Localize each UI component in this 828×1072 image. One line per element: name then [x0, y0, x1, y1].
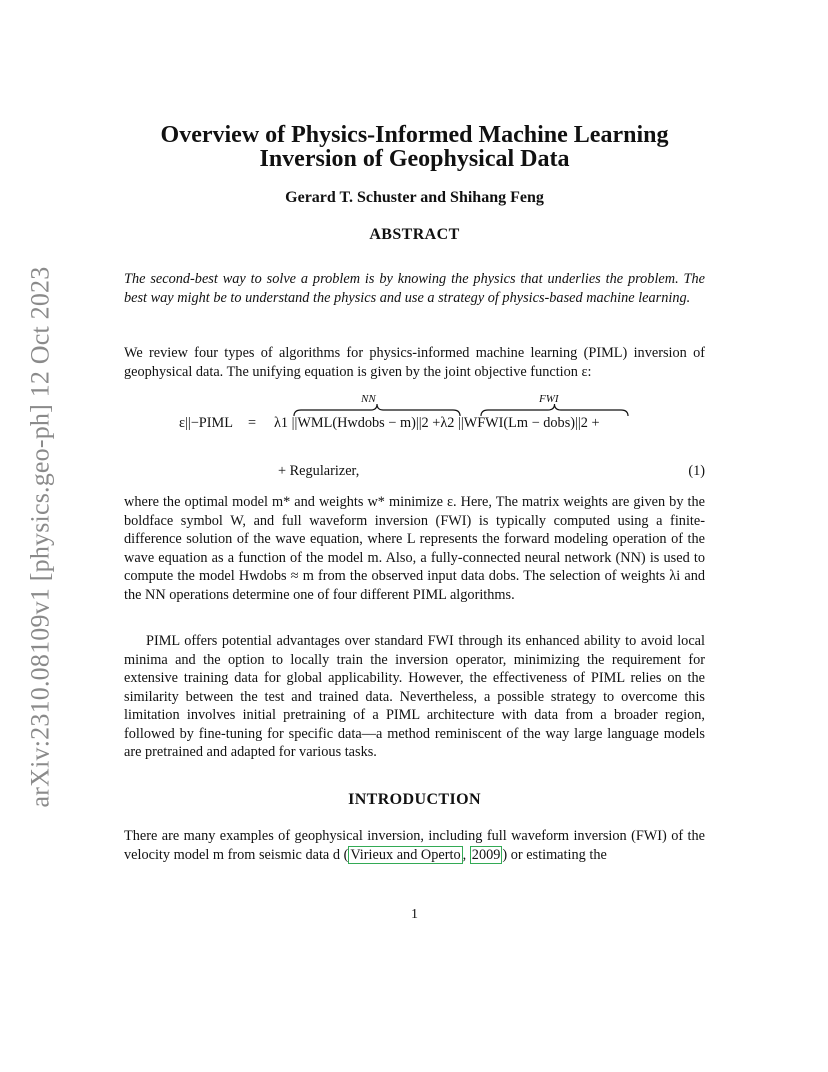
equation-rhs: λ1 ||WML(Hwdobs − m)||2 +λ2 ||WFWI(Lm − dobs)||2 +: [274, 415, 600, 431]
fwi-overbrace-label: FWI: [539, 393, 559, 405]
equation-regularizer-line: + Regularizer,: [278, 463, 360, 479]
author-list: Gerard T. Schuster and Shihang Feng: [285, 189, 544, 206]
abstract-paragraph-1: We review four types of algorithms for physics-informed machine learning (PIML) inversion of geophysical data. The unifying equation is given by the joint objective function ε:: [124, 345, 705, 380]
citation-link-authors[interactable]: Virieux and Operto: [350, 846, 461, 863]
page-number: 1: [411, 907, 418, 922]
title-line-1: Overview of Physics-Informed Machine Learning: [160, 122, 669, 148]
abstract-paragraph-2: where the optimal model m* and weights w* minimize ε. Here, The matrix weights are given by the boldface symbol W, and full waveform inversion (FWI) is typically computed using a finite-difference solution of the wave equation, where L represents the forward modeling operation of the wave equation as a function of the model m. Also, a fully-connected neural network (NN) is used to compute the model Hwdobs ≈ m from the observed input data dobs. The selection of weights λi and the NN operations determine one of four different PIML algorithms.: [124, 494, 705, 603]
introduction-paragraph-1: [124, 827, 705, 864]
nn-overbrace-label: NN: [361, 393, 376, 405]
equation-number: (1): [688, 463, 705, 479]
objective-function-equation: [124, 387, 705, 481]
introduction-heading: INTRODUCTION: [348, 791, 481, 808]
paper-title: [124, 123, 705, 171]
equation-lhs: ε||−PIML: [179, 415, 233, 431]
arxiv-identifier: arXiv:2310.08109v1 [physics.geo-ph] 12 Oct 2023: [25, 266, 55, 808]
abstract-epigraph: The second-best way to solve a problem is by knowing the physics that underlies the problem. The best way might be to understand the physics and use a strategy of physics-based machine learning.: [124, 271, 705, 306]
intro-text-after-citation: ) or estimating the: [502, 846, 607, 863]
abstract-heading: ABSTRACT: [369, 226, 460, 243]
equation-equals-sign: =: [248, 415, 257, 431]
paper-page: [124, 0, 705, 1072]
title-line-2: Inversion of Geophysical Data: [259, 146, 570, 172]
abstract-paragraph-3: PIML offers potential advantages over standard FWI through its enhanced ability to avoid local minima and the option to locally train the inversion operator, minimizing the requirement for extensive training data for global applicability. However, the effectiveness of PIML relies on the similarity between the test and trained data. Nevertheless, a possible strategy to overcome this limitation involves initial pretraining of a PIML architecture with data from a broader region, followed by fine-tuning for specific data—a method reminiscent of the way large language models are pretrained and adapted for various tasks.: [124, 633, 705, 760]
arxiv-sidebar: [22, 252, 58, 822]
intro-text-before-citation: There are many examples of geophysical inversion, including full waveform inversion (FWI) of the velocity model m from seismic data d (: [124, 828, 705, 863]
citation-link-year[interactable]: 2009: [471, 846, 501, 863]
citation-separator: ,: [462, 846, 470, 863]
